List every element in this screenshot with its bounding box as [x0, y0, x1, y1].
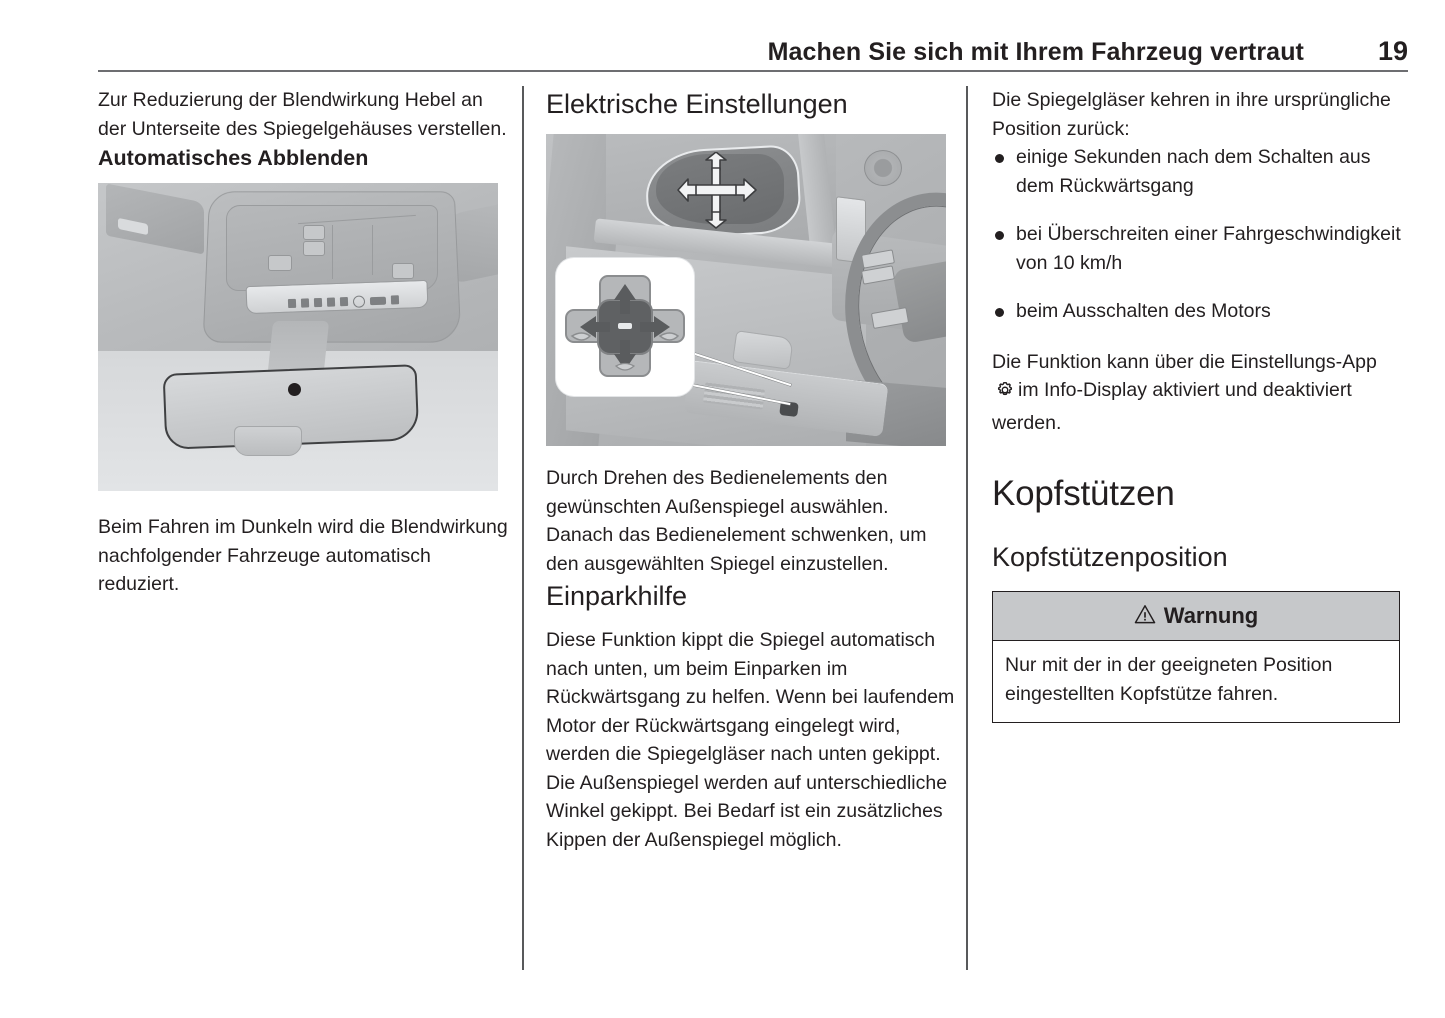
- paragraph-settings-app: [992, 348, 1402, 438]
- console-symbol-icon: [370, 296, 386, 305]
- console-symbol-icon: [353, 295, 365, 307]
- console-seam: [372, 225, 373, 275]
- column-2: [546, 86, 956, 854]
- mirror-control-callout: [556, 258, 694, 396]
- column-1: [98, 86, 508, 599]
- heading-einparkhilfe: Einparkhilfe: [546, 581, 688, 611]
- bullet-list-return-conditions: [992, 143, 1402, 326]
- console-seam: [332, 225, 333, 279]
- list-item: einige Sekunden nach dem Schalten aus dem Rückwärtsgang: [992, 143, 1402, 200]
- paragraph-mirror-selection: Durch Drehen des Bedienelements den gewünschten Außenspiegel auswählen. Danach das Bedienelement schwenken, um den ausgewählten Spiegel einzustellen.: [546, 467, 927, 575]
- intro-paragraph: Zur Reduzierung der Blendwirkung Hebel an der Unterseite des Spiegelgehäuses verstellen.: [98, 89, 507, 140]
- warning-triangle-icon: [1134, 604, 1156, 629]
- heading-kopfstuetzen: Kopfstützen: [992, 474, 1175, 513]
- column-divider-2: [966, 86, 968, 970]
- settings-paragraph-part-2: im Info-Display aktiviert und deaktiviert werden.: [992, 379, 1352, 434]
- mirror-adjust-direction-arrows-icon: [668, 152, 768, 230]
- door-speaker: [864, 150, 902, 186]
- console-symbol-icon: [340, 297, 348, 306]
- paragraph-mirror-return: Die Spiegelgläser kehren in ihre ursprüngliche Position zurück:: [992, 89, 1391, 140]
- mirror-housing-base: [234, 426, 302, 456]
- heading-automatisches-abblenden: Automatisches Abblenden: [98, 146, 369, 170]
- column-divider-1: [522, 86, 524, 970]
- page-header: [98, 36, 1408, 70]
- heading-elektrische-einstellungen: Elektrische Einstellungen: [546, 89, 848, 119]
- list-item: bei Überschreiten einer Fahrgeschwindigkeit von 10 km/h: [992, 220, 1402, 277]
- heading-kopfstuetzenposition: Kopfstützenposition: [992, 542, 1228, 572]
- figure-caption-dimming: Beim Fahren im Dunkeln wird die Blendwirkung nachfolgender Fahrzeuge automatisch reduziert.: [98, 516, 508, 595]
- warning-body-text: Nur mit der in der geeigneten Position eingestellten Kopfstütze fahren.: [1005, 654, 1333, 705]
- warning-box-header: [993, 592, 1399, 641]
- list-item: beim Ausschalten des Motors: [992, 297, 1402, 326]
- gear-icon: [995, 380, 1015, 409]
- console-symbol-icon: [301, 298, 309, 307]
- four-way-joystick-icon: [556, 258, 694, 396]
- page-number: 19: [1377, 36, 1408, 66]
- settings-paragraph-part-1: Die Funktion kann über die Einstellungs-App: [992, 350, 1377, 373]
- console-button: [303, 225, 325, 240]
- warning-title: Warnung: [1163, 603, 1259, 628]
- mirror-sensor-dot-icon: [288, 383, 301, 396]
- console-symbol-icon: [288, 299, 296, 308]
- page-title: Machen Sie sich mit Ihrem Fahrzeug vertraut: [767, 38, 1304, 66]
- console-button: [303, 241, 325, 256]
- console-symbol-icon: [314, 298, 322, 307]
- paragraph-parking-aid: Diese Funktion kippt die Spiegel automatisch nach unten, um beim Einparken im Rückwärtsgang zu helfen. Wenn bei laufendem Motor der Rückwärtsgang eingelegt wird, werden die Spiegelgläser nach unten gekippt. Die Außenspiegel werden auf unterschiedliche Winkel gekippt. Bei Bedarf ist ein zusätzliches Kippen der Außenspiegel möglich.: [546, 629, 955, 851]
- console-symbol-icon: [391, 295, 399, 304]
- figure-mirror-control-switch: [546, 134, 946, 446]
- header-divider-rule: [98, 70, 1408, 72]
- console-symbol-icon: [327, 297, 335, 306]
- console-button: [392, 263, 414, 279]
- console-button: [268, 255, 292, 271]
- figure-interior-rearview-mirror: [98, 183, 498, 491]
- column-3: [992, 86, 1402, 723]
- warning-box: [992, 591, 1400, 723]
